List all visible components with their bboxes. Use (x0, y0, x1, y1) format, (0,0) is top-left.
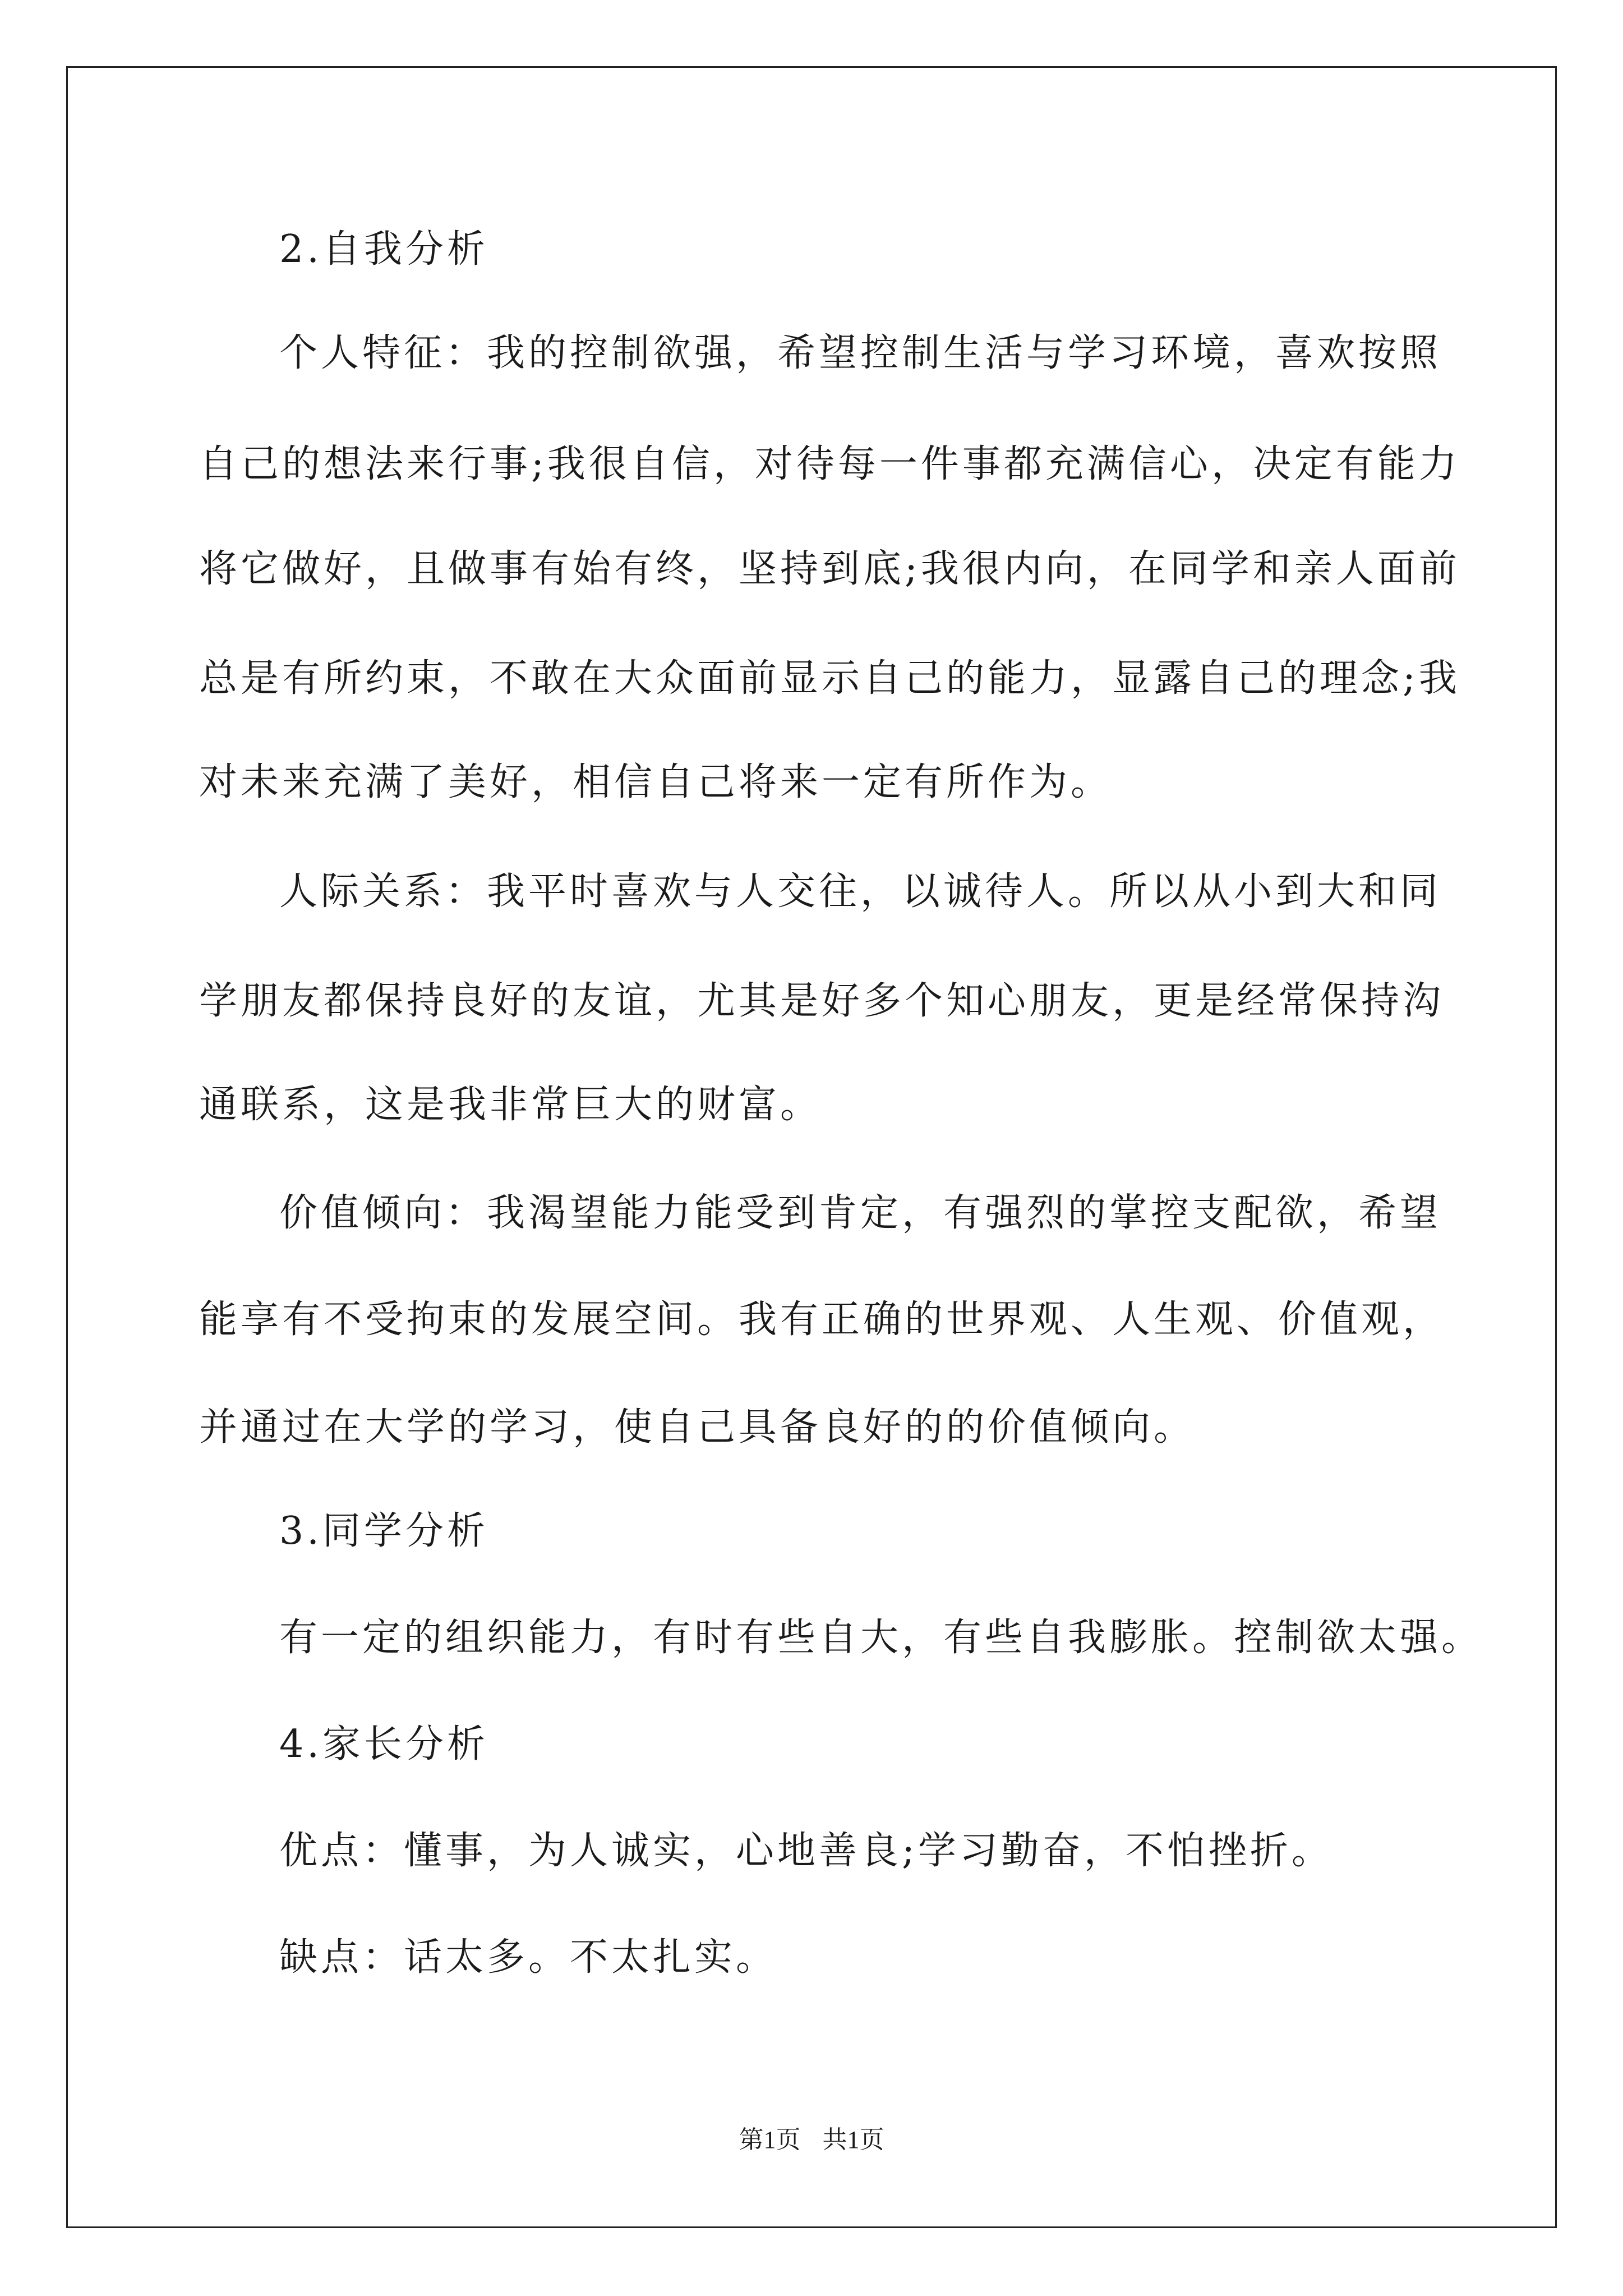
paragraph-line: 学朋友都保持良好的友谊，尤其是好多个知心朋友，更是经常保持沟 (199, 979, 1445, 1023)
paragraph-line: 优点：懂事，为人诚实，心地善良;学习勤奋，不怕挫折。 (279, 1829, 1333, 1873)
paragraph-line: 能享有不受拘束的发展空间。我有正确的世界观、人生观、价值观， (199, 1297, 1445, 1342)
paragraph-line: 并通过在大学的学习，使自己具备良好的的价值倾向。 (199, 1405, 1196, 1450)
paragraph-line: 将它做好，且做事有始有终，坚持到底;我很内向，在同学和亲人面前 (199, 547, 1460, 591)
page-number-total: 共1页 (822, 2126, 884, 2154)
paragraph-line: 自己的想法来行事;我很自信，对待每一件事都充满信心，决定有能力 (199, 442, 1460, 486)
page-footer (0, 2123, 1623, 2157)
paragraph-line: 个人特征：我的控制欲强，希望控制生活与学习环境，喜欢按照 (279, 331, 1442, 375)
paragraph-line: 对未来充满了美好，相信自己将来一定有所作为。 (199, 760, 1113, 804)
section-heading-classmate-analysis: 3.同学分析 (279, 1509, 488, 1553)
paragraph-line: 价值倾向：我渴望能力能受到肯定，有强烈的掌控支配欲，希望 (279, 1191, 1442, 1235)
page-border (66, 66, 1557, 2228)
paragraph-line: 有一定的组织能力，有时有些自大，有些自我膨胀。控制欲太强。 (279, 1616, 1483, 1660)
paragraph-line: 总是有所约束，不敢在大众面前显示自己的能力，显露自己的理念;我 (199, 656, 1460, 701)
paragraph-line: 通联系，这是我非常巨大的财富。 (199, 1083, 822, 1127)
paragraph-line: 缺点：话太多。不太扎实。 (279, 1935, 778, 1980)
section-heading-self-analysis: 2.自我分析 (279, 227, 488, 272)
page-number-current: 第1页 (739, 2126, 801, 2154)
paragraph-line: 人际关系：我平时喜欢与人交往，以诚待人。所以从小到大和同 (279, 869, 1442, 914)
section-heading-parent-analysis: 4.家长分析 (279, 1722, 488, 1766)
